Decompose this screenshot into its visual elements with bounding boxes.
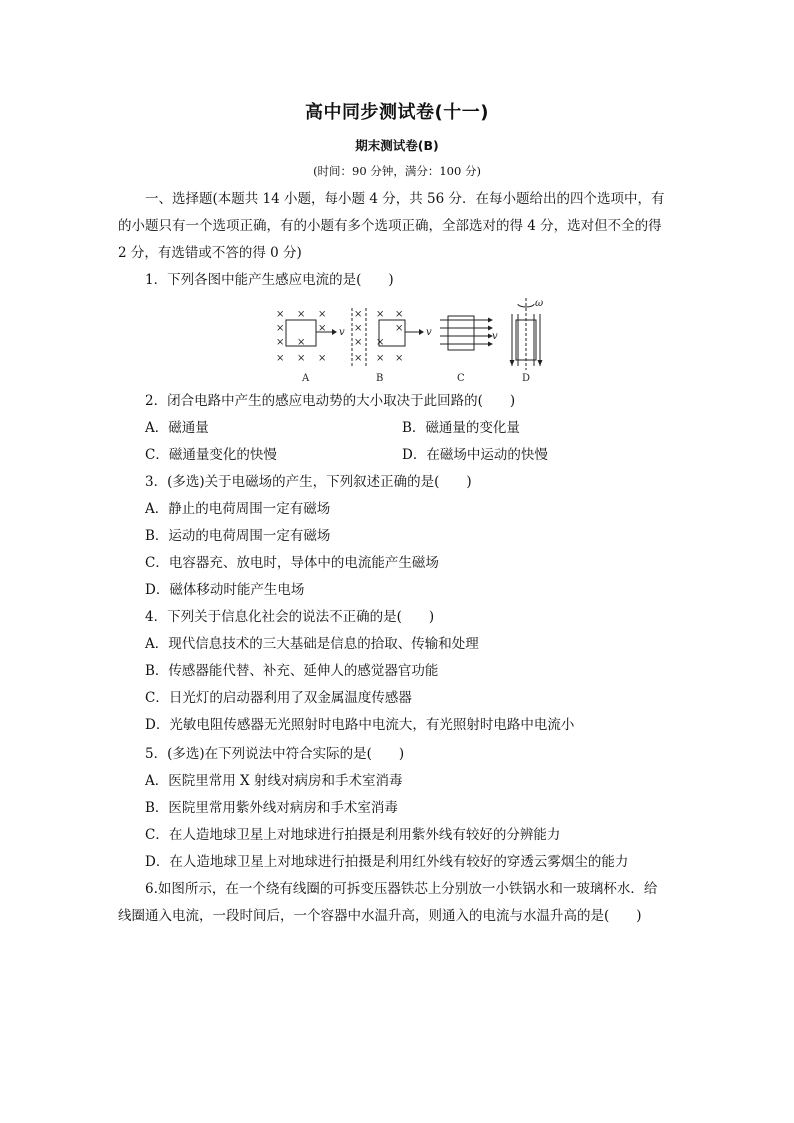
question-5-option-a: A．医院里常用 X 射线对病房和手术室消毒 [145, 773, 403, 789]
cross-mark: × [395, 323, 404, 334]
question-4-option-c: C．日光灯的启动器利用了双金属温度传感器 [145, 690, 412, 706]
cross-mark: × [297, 353, 306, 364]
cross-mark: × [395, 353, 404, 364]
figure-c [440, 316, 498, 384]
question-1-stem: 1．下列各图中能产生感应电流的是( ) [145, 272, 394, 288]
question-5-option-b: B．医院里常用紫外线对病房和手术室消毒 [145, 800, 398, 816]
cross-mark: × [354, 323, 363, 334]
question-5-stem: 5．(多选)在下列说法中符合实际的是( ) [145, 746, 405, 762]
question-2-option-a: A．磁通量 [145, 420, 209, 436]
figure-d [510, 298, 544, 384]
question-2-option-b: B．磁通量的变化量 [402, 420, 520, 436]
section-instructions-line3: 2 分，有选错或不答的得 0 分) [118, 245, 302, 261]
cross-mark: × [297, 337, 306, 348]
question-4-stem: 4．下列关于信息化社会的说法不正确的是( ) [145, 609, 435, 625]
question-5-option-d: D．在人造地球卫星上对地球进行拍摄是利用红外线有较好的穿透云雾烟尘的能力 [145, 854, 629, 870]
cross-mark: × [276, 323, 285, 334]
question-3-option-a: A．静止的电荷周围一定有磁场 [145, 501, 331, 517]
cross-mark: × [354, 309, 363, 320]
figure-label-b: B [376, 373, 384, 384]
figure-b [352, 308, 432, 384]
time-info: (时间：90 分钟，满分：100 分) [313, 164, 481, 178]
velocity-label: v [426, 327, 432, 338]
angular-velocity-label: ω [535, 298, 544, 309]
velocity-label: v [339, 327, 345, 338]
page-subtitle: 期末测试卷(B) [355, 138, 439, 153]
question-3-stem: 3．(多选)关于电磁场的产生，下列叙述正确的是( ) [145, 474, 472, 490]
cross-mark: × [318, 323, 327, 334]
question-4-option-a: A．现代信息技术的三大基础是信息的拾取、传输和处理 [145, 636, 479, 652]
cross-mark: × [376, 353, 385, 364]
question-2-option-d: D．在磁场中运动的快慢 [402, 447, 548, 463]
question-3-option-c: C．电容器充、放电时，导体中的电流能产生磁场 [145, 555, 439, 571]
question-6-line1: 6.如图所示，在一个绕有线圈的可拆变压器铁芯上分别放一小铁锅水和一玻璃杯水．给 [145, 881, 658, 897]
question-2-stem: 2．闭合电路中产生的感应电动势的大小取决于此回路的( ) [145, 393, 516, 409]
cross-mark: × [276, 309, 285, 320]
question-3-option-b: B．运动的电荷周围一定有磁场 [145, 528, 331, 544]
question-3-option-d: D．磁体移动时能产生电场 [145, 582, 305, 598]
cross-mark: × [318, 353, 327, 364]
question-1-figure [268, 298, 568, 388]
cross-mark: × [395, 309, 404, 320]
figure-label-a: A [302, 373, 310, 384]
cross-mark: × [354, 353, 363, 364]
question-6-line2: 线圈通入电流，一段时间后，一个容器中水温升高，则通入的电流与水温升高的是( ) [118, 908, 642, 924]
question-2-option-c: C．磁通量变化的快慢 [145, 447, 277, 463]
figure-label-d: D [522, 373, 531, 384]
cross-mark: × [376, 337, 385, 348]
question-4-option-b: B．传感器能代替、补充、延伸人的感觉器官功能 [145, 663, 439, 679]
cross-mark: × [318, 309, 327, 320]
question-5-option-c: C．在人造地球卫星上对地球进行拍摄是利用紫外线有较好的分辨能力 [145, 827, 561, 843]
figure-label-c: C [457, 373, 465, 384]
cross-mark: × [276, 353, 285, 364]
figure-a [276, 309, 345, 384]
cross-mark: × [297, 309, 306, 320]
section-instructions-line2: 的小题只有一个选项正确，有的小题有多个选项正确，全部选对的得 4 分，选对但不全的得 [118, 218, 662, 234]
question-4-option-d: D．光敏电阻传感器无光照射时电路中电流大，有光照射时电路中电流小 [145, 717, 575, 733]
cross-mark: × [354, 337, 363, 348]
cross-mark: × [376, 309, 385, 320]
section-instructions-line1: 一、选择题(本题共 14 小题，每小题 4 分，共 56 分．在每小题给出的四个选项中，有 [145, 191, 665, 207]
velocity-label: v [492, 331, 498, 342]
cross-mark: × [276, 337, 285, 348]
page-title: 高中同步测试卷(十一) [305, 102, 489, 123]
